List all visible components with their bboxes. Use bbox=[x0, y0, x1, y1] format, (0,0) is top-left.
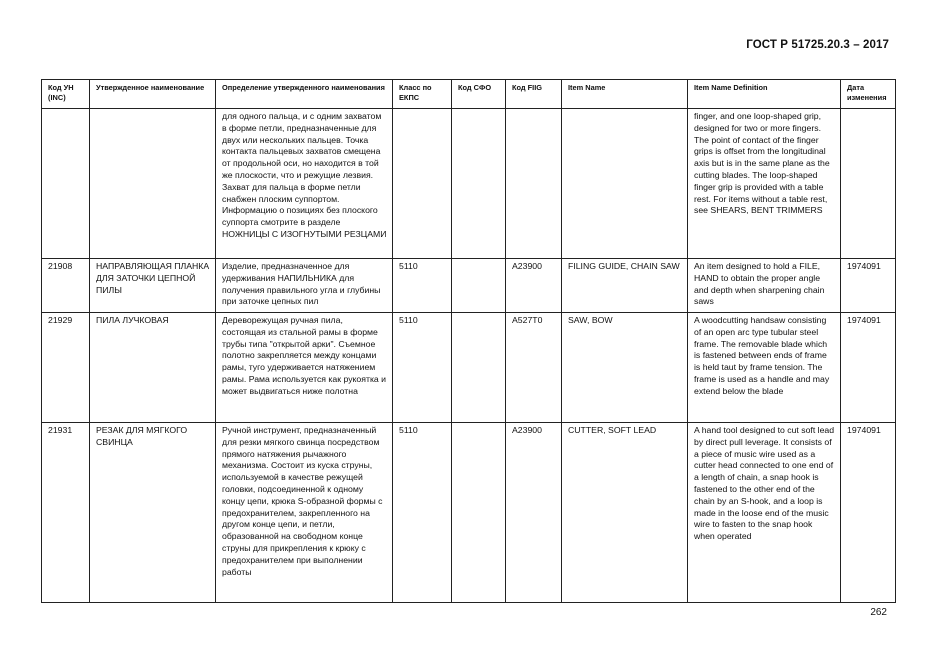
page-number: 262 bbox=[870, 607, 887, 618]
header-fiig-code: Код FIIG bbox=[506, 80, 562, 109]
document-title: ГОСТ Р 51725.20.3 – 2017 bbox=[746, 39, 889, 51]
table-row bbox=[42, 423, 896, 603]
cell-ekps-class: 5110 bbox=[393, 423, 452, 603]
table-header-row bbox=[42, 80, 896, 109]
header-change-date: Дата изменения bbox=[841, 80, 896, 109]
cell-inc-code: 21929 bbox=[42, 313, 90, 423]
cell-approved-name: РЕЗАК ДЛЯ МЯГКОГО СВИНЦА bbox=[90, 423, 216, 603]
cell-sfo-code bbox=[452, 423, 506, 603]
cell-approved-name-definition: Ручной инструмент, предназначенный для резки мягкого свинца посредством прямого натяжения рычажного механизма. Состоит из куска струны, используемой в качестве режущей головки, подсоединенной к одному концу цепи, крюка S-образной формы с предохранителем, закрепленного на другом конце цепи, и петли, образованной на свободном конце струны для прикрепления к крюку с предохранителем при выполнении работы bbox=[216, 423, 393, 603]
cell-fiig-code: A23900 bbox=[506, 259, 562, 313]
cell-change-date bbox=[841, 109, 896, 259]
cell-ekps-class bbox=[393, 109, 452, 259]
header-inc-code: Код УН (INC) bbox=[42, 80, 90, 109]
cell-change-date: 1974091 bbox=[841, 259, 896, 313]
cell-fiig-code: A527T0 bbox=[506, 313, 562, 423]
table-row bbox=[42, 313, 896, 423]
table-row bbox=[42, 109, 896, 259]
cell-sfo-code bbox=[452, 109, 506, 259]
cell-item-name-definition: finger, and one loop-shaped grip, designed for two or more fingers. The point of contact of the finger grips is offset from the longitudinal axis but is in the same plane as the cutting blades. The loop-shaped finger grip is provided with a table rest. For items without a table rest, see SHEARS, BENT TRIMMERS bbox=[688, 109, 841, 259]
cell-sfo-code bbox=[452, 313, 506, 423]
header-item-name: Item Name bbox=[562, 80, 688, 109]
header-approved-name: Утвержденное наименование bbox=[90, 80, 216, 109]
cell-approved-name: НАПРАВЛЯЮЩАЯ ПЛАНКА ДЛЯ ЗАТОЧКИ ЦЕПНОЙ ПИЛЫ bbox=[90, 259, 216, 313]
cell-item-name: CUTTER, SOFT LEAD bbox=[562, 423, 688, 603]
header-item-name-definition: Item Name Definition bbox=[688, 80, 841, 109]
cell-ekps-class: 5110 bbox=[393, 313, 452, 423]
cell-inc-code bbox=[42, 109, 90, 259]
header-sfo-code: Код СФО bbox=[452, 80, 506, 109]
cell-fiig-code bbox=[506, 109, 562, 259]
cell-item-name-definition: An item designed to hold a FILE, HAND to obtain the proper angle and depth when sharpening chain saws bbox=[688, 259, 841, 313]
cell-item-name: SAW, BOW bbox=[562, 313, 688, 423]
cell-change-date: 1974091 bbox=[841, 423, 896, 603]
cell-item-name-definition: A woodcutting handsaw consisting of an open arc type tubular steel frame. The removable blade which is fastened between ends of frame is held taut by frame tension. The frame is used as a handle and may extend below the blade bbox=[688, 313, 841, 423]
cell-change-date: 1974091 bbox=[841, 313, 896, 423]
header-approved-name-definition: Определение утвержденного наименования bbox=[216, 80, 393, 109]
cell-approved-name-definition: Изделие, предназначенное для удерживания НАПИЛЬНИКА для получения правильного угла и глубины при заточке цепных пил bbox=[216, 259, 393, 313]
cell-item-name-definition: A hand tool designed to cut soft lead by direct pull leverage. It consists of a piece of music wire used as a cutter head connected to one end of a length of chain, a snap hook is fastened to the other end of the chain by an S-hook, and a loop is made in the loose end of the music wire to fasten to the snap hook when operated bbox=[688, 423, 841, 603]
cell-inc-code: 21908 bbox=[42, 259, 90, 313]
cell-item-name bbox=[562, 109, 688, 259]
cell-approved-name: ПИЛА ЛУЧКОВАЯ bbox=[90, 313, 216, 423]
table-row bbox=[42, 259, 896, 313]
cell-approved-name-definition: Дереворежущая ручная пила, состоящая из стальной рамы в форме трубы типа "открытой арки". Съемное полотно закрепляется между концами рамы, туго удерживается натяжением рамы. Рама используется как рукоятка и может выдвигаться ниже полотна bbox=[216, 313, 393, 423]
cell-item-name: FILING GUIDE, CHAIN SAW bbox=[562, 259, 688, 313]
items-table bbox=[41, 79, 896, 603]
cell-approved-name bbox=[90, 109, 216, 259]
cell-fiig-code: A23900 bbox=[506, 423, 562, 603]
header-ekps-class: Класс по ЕКПС bbox=[393, 80, 452, 109]
cell-sfo-code bbox=[452, 259, 506, 313]
cell-inc-code: 21931 bbox=[42, 423, 90, 603]
cell-approved-name-definition: для одного пальца, и с одним захватом в форме петли, предназначенные для двух или нескольких пальцев. Точка контакта пальцевых захватов смещена от продольной оси, но находится в той же плоскости, что и режущие лезвия. Захват для пальца в форме петли снабжен плоским суппортом. Информацию о позициях без плоского суппорта смотрите в разделе НОЖНИЦЫ С ИЗОГНУТЫМИ РЕЗЦАМИ bbox=[216, 109, 393, 259]
cell-ekps-class: 5110 bbox=[393, 259, 452, 313]
